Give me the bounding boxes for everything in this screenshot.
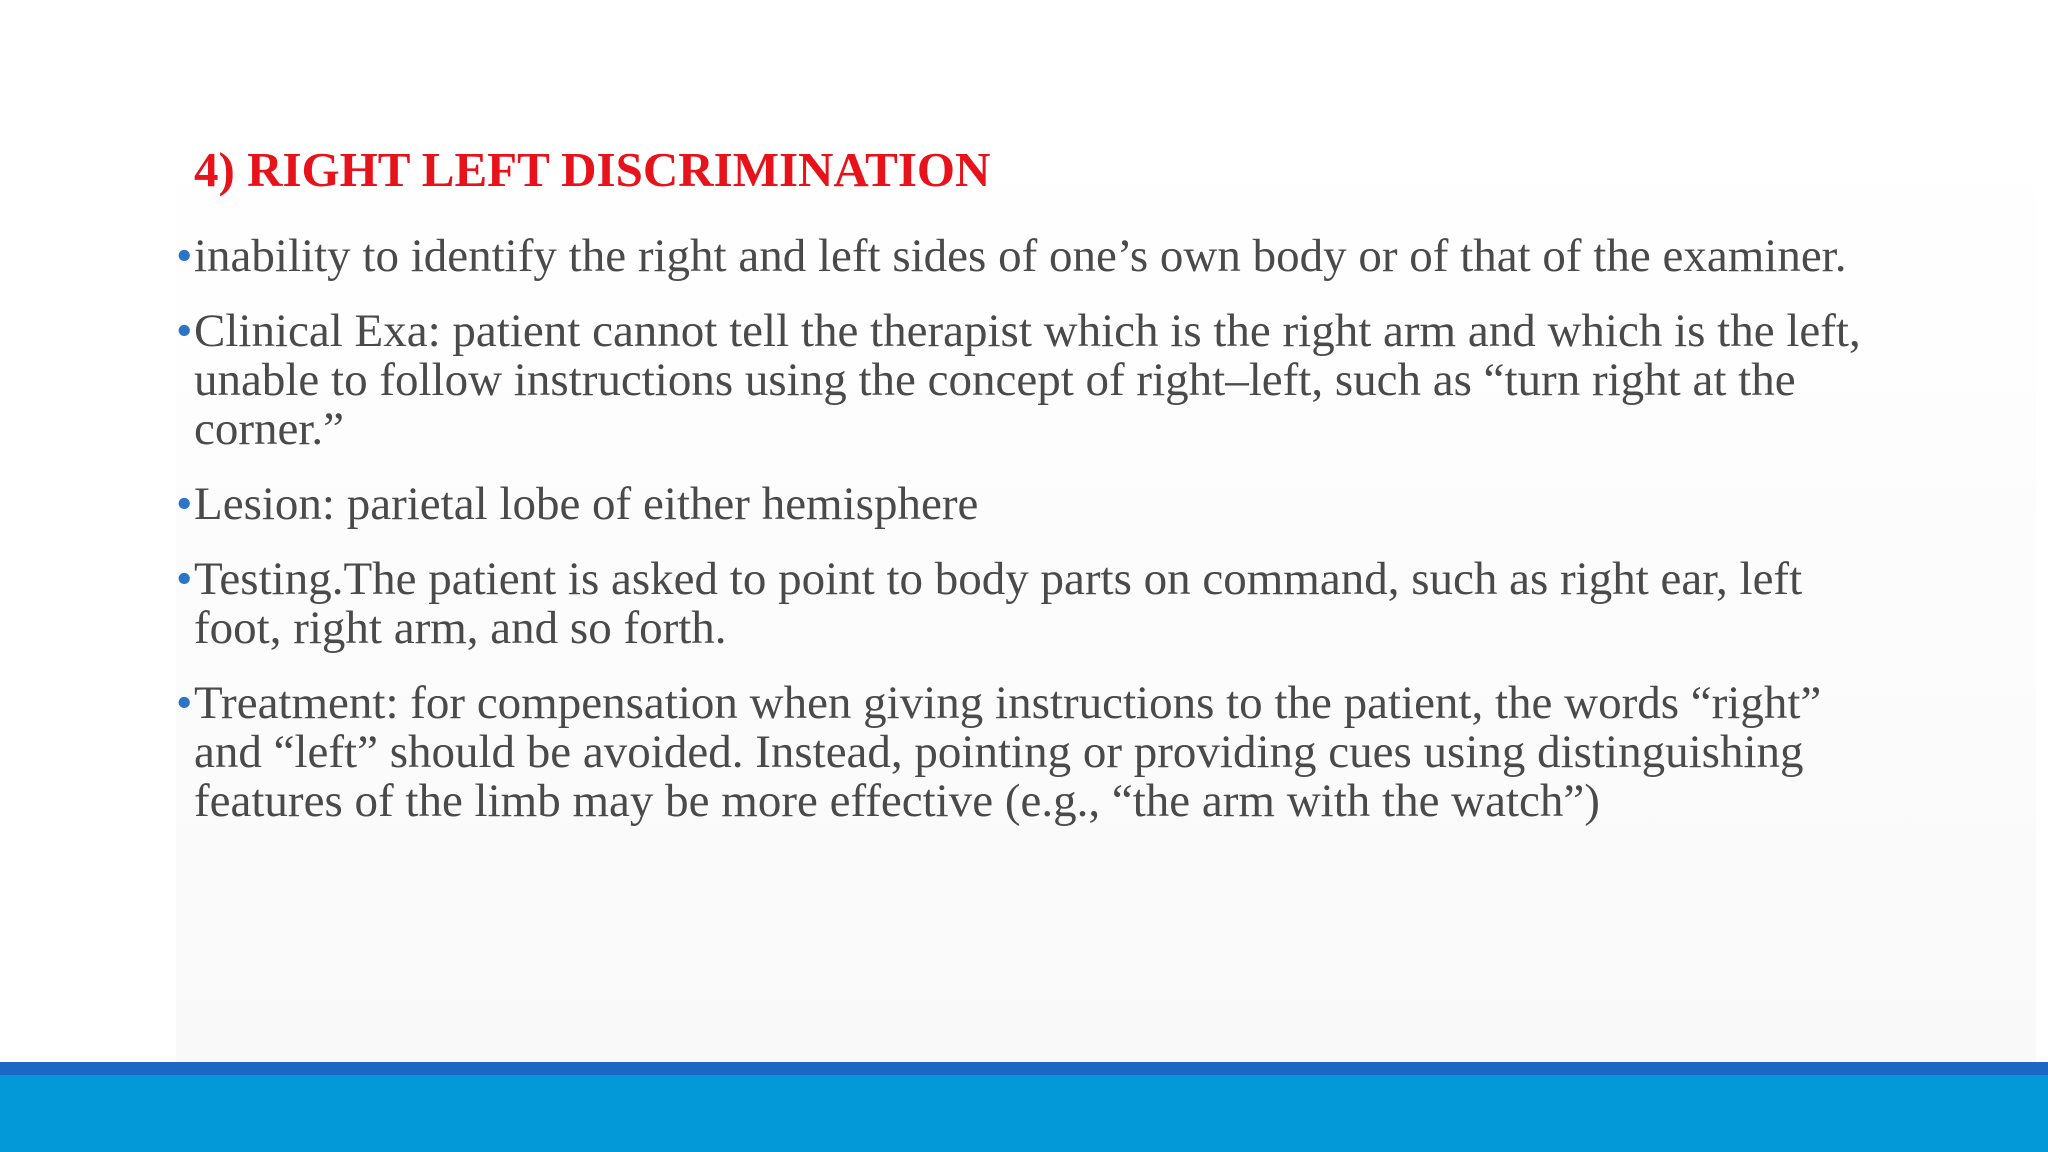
bullet-list [176, 232, 1896, 852]
bullet-item-clinical-exam [176, 307, 1896, 454]
bullet-dot-icon: • [176, 230, 193, 282]
slide-title: 4) RIGHT LEFT DISCRIMINATION [194, 142, 991, 197]
bullet-text: Testing.The patient is asked to point to body parts on command, such as right ear, left foot, right arm, and so forth. [194, 553, 1803, 654]
bullet-text: Lesion: parietal lobe of either hemisphere [194, 478, 979, 530]
bullet-text: inability to identify the right and left sides of one’s own body or of that of the examiner. [194, 230, 1847, 282]
bullet-item-definition [176, 232, 1896, 281]
bullet-text: Clinical Exa: patient cannot tell the therapist which is the right arm and which is the left, unable to follow instructions using the concept of right–left, such as “turn right at the corner.” [194, 305, 1861, 455]
bullet-item-testing [176, 555, 1896, 653]
bullet-dot-icon: • [176, 677, 193, 729]
bullet-text: Treatment: for compensation when giving instructions to the patient, the words “right” and “left” should be avoided. Instead, pointing or providing cues using distinguishing features of the limb may be more effective (e.g., “the arm with the watch”) [194, 677, 1822, 827]
footer-band-accent [0, 1062, 2048, 1075]
bullet-dot-icon: • [176, 553, 193, 605]
bullet-item-lesion [176, 480, 1896, 529]
bullet-dot-icon: • [176, 305, 193, 357]
footer-band [0, 1062, 2048, 1152]
bullet-dot-icon: • [176, 478, 193, 530]
bullet-item-treatment [176, 679, 1896, 826]
